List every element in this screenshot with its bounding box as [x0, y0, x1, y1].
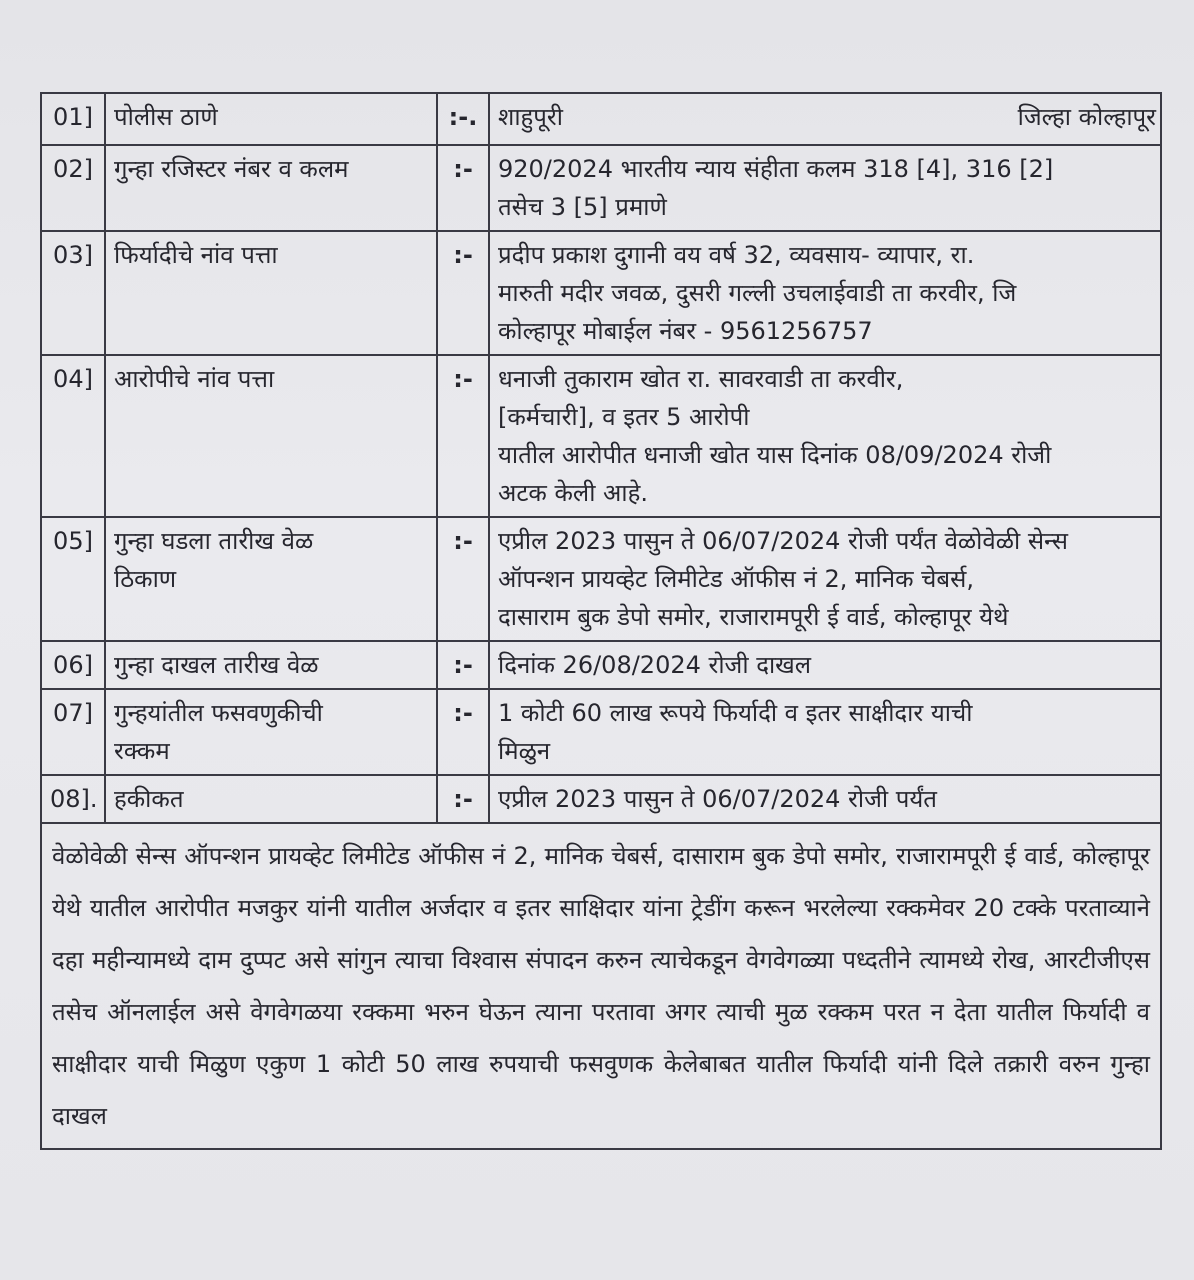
row-label: हकीकत	[106, 776, 438, 822]
table-row	[42, 642, 1160, 690]
row-value: एप्रील 2023 पासुन ते 06/07/2024 रोजी पर्यंत	[498, 785, 937, 813]
table-row	[42, 232, 1160, 356]
row-separator: :-	[438, 518, 490, 640]
row-value: दिनांक 26/08/2024 रोजी दाखल	[498, 651, 812, 679]
row-separator: :-	[438, 776, 490, 822]
row-label: गुन्हा दाखल तारीख वेळ	[106, 642, 438, 688]
row-value	[490, 94, 1164, 144]
table-row	[42, 146, 1160, 232]
row-value: प्रदीप प्रकाश दुगानी वय वर्ष 32, व्यवसाय- व्यापार, रा. मारुती मदीर जवळ, दुसरी गल्ली उचलाईवाडी ता करवीर, जि कोल्हापूर मोबाईल नंबर - 9561256757	[498, 241, 1017, 345]
row-separator: :-.	[438, 94, 490, 144]
row-number: 05]	[42, 518, 106, 640]
row-number: 07]	[42, 690, 106, 774]
table-row	[42, 690, 1160, 776]
row-separator: :-	[438, 146, 490, 230]
row-label: आरोपीचे नांव पत्ता	[106, 356, 438, 516]
table-row	[42, 518, 1160, 642]
row-number: 01]	[42, 94, 106, 144]
row-label: गुन्हा घडला तारीख वेळ ठिकाण	[106, 518, 438, 640]
district-value: जिल्हा कोल्हापूर	[1017, 103, 1156, 131]
row-separator: :-	[438, 356, 490, 516]
row-value: एप्रील 2023 पासुन ते 06/07/2024 रोजी पर्यंत वेळोवेळी सेन्स ऑपन्शन प्रायव्हेट लिमीटेड ऑफीस नं 2, मानिक चेबर्स, दासाराम बुक डेपो समोर, राजारामपूरी ई वार्ड, कोल्हापूर येथे	[498, 527, 1068, 631]
row-value: धनाजी तुकाराम खोत रा. सावरवाडी ता करवीर, [कर्मचारी], व इतर 5 आरोपी यातील आरोपीत धनाजी खोत यास दिनांक 08/09/2024 रोजी अटक केली आहे.	[498, 365, 1052, 507]
row-value: 1 कोटी 60 लाख रूपये फिर्यादी व इतर साक्षीदार याची मिळुन	[498, 699, 973, 765]
row-separator: :-	[438, 232, 490, 354]
table-row	[42, 776, 1160, 824]
row-number: 08].	[42, 776, 106, 822]
row-label: पोलीस ठाणे	[106, 94, 438, 144]
row-number: 04]	[42, 356, 106, 516]
row-number: 06]	[42, 642, 106, 688]
row-value: 920/2024 भारतीय न्याय संहीता कलम 318 [4], 316 [2] तसेच 3 [5] प्रमाणे	[498, 155, 1054, 221]
row-label: फिर्यादीचे नांव पत्ता	[106, 232, 438, 354]
fir-table	[40, 92, 1162, 1150]
row-separator: :-	[438, 690, 490, 774]
table-row	[42, 94, 1160, 146]
row-number: 02]	[42, 146, 106, 230]
row-label: गुन्हयांतील फसवणुकीची रक्कम	[106, 690, 438, 774]
row-number: 03]	[42, 232, 106, 354]
police-station-value: शाहुपूरी	[498, 103, 563, 131]
row-separator: :-	[438, 642, 490, 688]
fact-paragraph: वेळोवेळी सेन्स ऑपन्शन प्रायव्हेट लिमीटेड ऑफीस नं 2, मानिक चेबर्स, दासाराम बुक डेपो समोर, राजारामपूरी ई वार्ड, कोल्हापूर येथे यातील आरोपीत मजकुर यांनी यातील अर्जदार व इतर साक्षिदार यांना ट्रेडींग करून भरलेल्या रक्कमेवर 20 टक्के परताव्याने दहा महीन्यामध्ये दाम दुप्पट असे सांगुन त्याचा विश्वास संपादन करुन त्याचेकडून वेगवेगळ्या पध्दतीने त्यामध्ये रोख, आरटीजीएस तसेच ऑनलाईल असे वेगवेगळया रक्कमा भरुन घेऊन त्याना परतावा अगर त्याची मुळ रक्कम परत न देता यातील फिर्यादी व साक्षीदार याची मिळुण एकुण 1 कोटी 50 लाख रुपयाची फसवुणक केलेबाबत यातील फिर्यादी यांनी दिले तक्रारी वरुन गुन्हा दाखल	[52, 842, 1150, 1130]
row-label: गुन्हा रजिस्टर नंबर व कलम	[106, 146, 438, 230]
table-row	[42, 356, 1160, 518]
